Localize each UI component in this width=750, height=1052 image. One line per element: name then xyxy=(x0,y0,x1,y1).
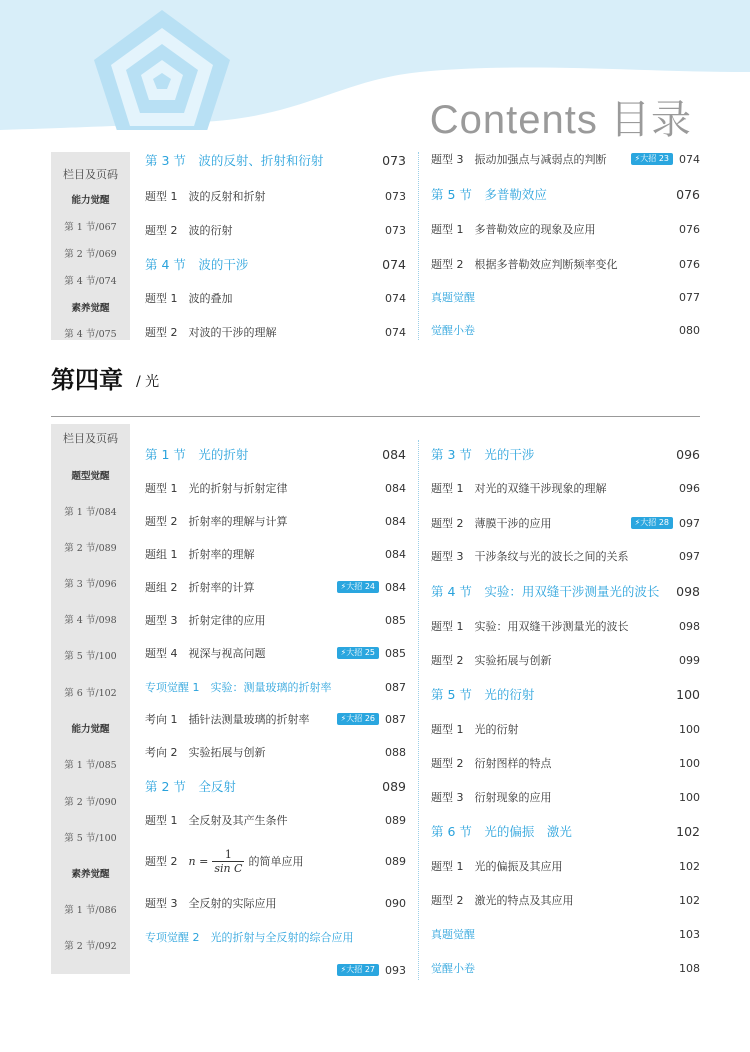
page-number xyxy=(385,479,406,497)
section-entry[interactable] xyxy=(431,822,700,840)
page-number-text: 100 xyxy=(679,790,700,804)
page-number xyxy=(676,582,700,600)
page-number xyxy=(385,221,406,239)
page-number-text: 073 xyxy=(382,152,406,168)
badge-dazhao: ⚡大招 24 xyxy=(337,581,379,593)
section-entry[interactable] xyxy=(145,777,406,795)
toc-entry[interactable] xyxy=(431,720,700,738)
chapter-title: 第四章 xyxy=(51,365,123,394)
page-number xyxy=(679,720,700,738)
entry-label: 题型 1 对光的双缝干涉现象的理解 xyxy=(431,482,607,495)
page-number-text: 074 xyxy=(679,152,700,166)
entry-label: 真题觉醒 xyxy=(431,928,475,941)
contents-title: Contents 目录 xyxy=(429,98,692,142)
page-number-text: 074 xyxy=(382,256,406,272)
page-number xyxy=(382,445,406,463)
column-divider-bottom xyxy=(418,440,419,980)
page-number xyxy=(679,788,700,806)
entry-label: 题型 2 衍射图样的特点 xyxy=(431,757,552,770)
entry-label: 觉醒小卷 xyxy=(431,962,475,975)
page-number xyxy=(337,961,406,979)
page-number-text: 097 xyxy=(679,516,700,530)
entry-label: 题型 1 实验：用双缝干涉测量光的波长 xyxy=(431,620,629,633)
page-number-text: 080 xyxy=(679,323,700,337)
toc-entry[interactable] xyxy=(145,611,406,629)
page-number xyxy=(679,857,700,875)
sidebar-item: 第 6 节/102 xyxy=(64,688,117,699)
sidebar-item: 第 5 节/100 xyxy=(64,833,117,844)
toc-entry[interactable] xyxy=(431,220,700,238)
formula-lhs: n = xyxy=(188,854,209,868)
page-number-text: 102 xyxy=(679,859,700,873)
page-number-text: 076 xyxy=(679,257,700,271)
entry-label: 第 3 节 光的干涉 xyxy=(431,447,535,462)
entry-label: 题型 2 折射率的理解与计算 xyxy=(145,515,288,528)
page-number-text: 085 xyxy=(385,613,406,627)
entry-label: 题型 3 全反射的实际应用 xyxy=(145,897,277,910)
sidebar-title: 栏目及页码 xyxy=(63,168,118,181)
entry-label: 题型 1 光的折射与折射定律 xyxy=(145,482,288,495)
page-number-text: 093 xyxy=(385,963,406,977)
page-number xyxy=(385,846,406,876)
entry-label: 题型 3 振动加强点与减弱点的判断 xyxy=(431,153,607,166)
page-number-text: 084 xyxy=(385,547,406,561)
column-divider-top xyxy=(418,152,419,340)
page-number-text: 099 xyxy=(679,653,700,667)
entry-label: 第 5 节 多普勒效应 xyxy=(431,187,547,202)
page-number-text: 097 xyxy=(679,549,700,563)
toc-entry[interactable] xyxy=(431,255,700,273)
page-number-text: 100 xyxy=(676,686,700,702)
page-number xyxy=(385,894,406,912)
toc-entry[interactable] xyxy=(145,678,406,696)
entry-label: 题型 1 全反射及其产生条件 xyxy=(145,814,288,827)
page-number-text: 076 xyxy=(676,186,700,202)
entry-label: 第 5 节 光的衍射 xyxy=(431,687,535,702)
page-number-text: 088 xyxy=(385,745,406,759)
page-number xyxy=(679,479,700,497)
page-number xyxy=(385,743,406,761)
page-number xyxy=(676,445,700,463)
page-number-text: 102 xyxy=(676,823,700,839)
page-number-text: 073 xyxy=(385,223,406,237)
toc-entry[interactable] xyxy=(431,547,700,565)
page-number-text: 085 xyxy=(385,646,406,660)
page-number-text: 108 xyxy=(679,961,700,975)
entry-label: 考向 1 插针法测量玻璃的折射率 xyxy=(145,713,310,726)
entry-label: 题型 2 实验拓展与创新 xyxy=(431,654,552,667)
toc-entry[interactable] xyxy=(145,187,406,205)
page-number-text: 090 xyxy=(385,896,406,910)
entry-label: 题型 3 折射定律的应用 xyxy=(145,614,266,627)
page-number-text: 084 xyxy=(385,481,406,495)
entry-label-suffix: 的简单应用 xyxy=(248,855,304,868)
page-number xyxy=(382,151,406,169)
toc-entry[interactable] xyxy=(431,788,700,806)
sidebar-item: 素养觉醒 xyxy=(71,303,110,314)
sidebar-item: 题型觉醒 xyxy=(71,471,110,482)
formula-denominator: sin C xyxy=(214,861,243,875)
page-number xyxy=(385,512,406,530)
entry-label: 第 4 节 实验：用双缝干涉测量光的波长 xyxy=(431,584,660,599)
page-number xyxy=(679,925,700,943)
page-number xyxy=(679,547,700,565)
toc-entry[interactable] xyxy=(431,150,700,168)
entry-label-prefix: 题型 2 xyxy=(145,855,189,868)
page-number-text: 089 xyxy=(382,778,406,794)
entry-label: 觉醒小卷 xyxy=(431,324,475,337)
page-number xyxy=(337,578,406,596)
entry-label xyxy=(145,848,303,875)
sidebar-item: 第 5 节/100 xyxy=(64,651,117,662)
toc-entry[interactable] xyxy=(145,578,406,596)
sidebar-item: 第 1 节/067 xyxy=(64,222,117,233)
toc-entry[interactable] xyxy=(145,221,406,239)
toc-entry[interactable] xyxy=(145,545,406,563)
sidebar-top xyxy=(51,152,130,340)
page-number xyxy=(679,617,700,635)
toc-entry[interactable] xyxy=(431,617,700,635)
page-number xyxy=(676,185,700,203)
entry-label: 题型 3 干涉条纹与光的波长之间的关系 xyxy=(431,550,629,563)
page-number-text: 096 xyxy=(679,481,700,495)
page-number xyxy=(385,323,406,341)
sidebar-item: 第 1 节/085 xyxy=(64,760,117,771)
badge-dazhao: ⚡大招 27 xyxy=(337,964,379,976)
page-number-text: 089 xyxy=(385,854,406,868)
page-number xyxy=(385,187,406,205)
sidebar-item: 第 2 节/089 xyxy=(64,543,117,554)
page-number-text: 096 xyxy=(676,446,700,462)
page-number-text: 073 xyxy=(385,189,406,203)
toc-entry[interactable] xyxy=(145,323,406,341)
toc-entry[interactable] xyxy=(431,479,700,497)
toc-entry[interactable] xyxy=(431,651,700,669)
page-number xyxy=(382,777,406,795)
page-number xyxy=(385,678,406,696)
section-entry[interactable] xyxy=(145,255,406,273)
entry-label: 题型 2 波的衍射 xyxy=(145,224,233,237)
toc-entry[interactable] xyxy=(431,891,700,909)
badge-dazhao: ⚡大招 25 xyxy=(337,647,379,659)
page-number-text: 100 xyxy=(679,722,700,736)
page-number xyxy=(385,545,406,563)
page-number-text: 087 xyxy=(385,680,406,694)
entry-label: 题型 3 衍射现象的应用 xyxy=(431,791,552,804)
sidebar-item: 第 4 节/075 xyxy=(64,329,117,340)
sidebar-item: 第 4 节/074 xyxy=(64,276,117,287)
sidebar-item: 能力觉醒 xyxy=(71,724,110,735)
toc-entry[interactable] xyxy=(145,479,406,497)
entry-label: 专项觉醒 2 光的折射与全反射的综合应用 xyxy=(145,931,354,944)
section-entry[interactable] xyxy=(431,582,700,600)
toc-entry[interactable] xyxy=(145,928,406,946)
sidebar-bottom xyxy=(51,424,130,974)
page-number-text: 098 xyxy=(679,619,700,633)
toc-entry[interactable] xyxy=(145,512,406,530)
entry-label: 题型 1 多普勒效应的现象及应用 xyxy=(431,223,596,236)
page-number xyxy=(676,822,700,840)
formula-fraction xyxy=(212,848,244,875)
entry-label: 第 4 节 波的干涉 xyxy=(145,257,249,272)
section-entry[interactable] xyxy=(145,445,406,463)
toc-entry[interactable] xyxy=(431,754,700,772)
toc-entry[interactable] xyxy=(145,894,406,912)
page-number-text: 074 xyxy=(385,325,406,339)
sidebar-item: 第 2 节/092 xyxy=(64,941,117,952)
page-number-text: 074 xyxy=(385,291,406,305)
entry-label: 题型 2 激光的特点及其应用 xyxy=(431,894,574,907)
page-number xyxy=(679,288,700,306)
entry-label: 题型 4 视深与视高问题 xyxy=(145,647,266,660)
badge-dazhao: ⚡大招 23 xyxy=(631,153,673,165)
entry-label: 题型 1 光的衍射 xyxy=(431,723,519,736)
toc-entry[interactable] xyxy=(145,811,406,829)
page-number xyxy=(679,220,700,238)
page-number-text: 100 xyxy=(679,756,700,770)
entry-label: 真题觉醒 xyxy=(431,291,475,304)
formula-numerator: 1 xyxy=(224,847,232,861)
entry-label: 第 6 节 光的偏振 激光 xyxy=(431,824,572,839)
section-entry[interactable] xyxy=(431,445,700,463)
page-number xyxy=(679,321,700,339)
toc-entry[interactable] xyxy=(431,857,700,875)
badge-dazhao: ⚡大招 28 xyxy=(631,517,673,529)
chapter-subtitle: / 光 xyxy=(136,374,160,390)
sidebar-item: 第 2 节/090 xyxy=(64,797,117,808)
entry-label: 题型 2 根据多普勒效应判断频率变化 xyxy=(431,258,618,271)
entry-label: 专项觉醒 1 实验：测量玻璃的折射率 xyxy=(145,681,332,694)
page-number-text: 084 xyxy=(385,514,406,528)
toc-entry[interactable] xyxy=(145,644,406,662)
toc-entry[interactable] xyxy=(145,710,406,728)
page-number-text: 087 xyxy=(385,712,406,726)
page-number xyxy=(337,710,406,728)
chapter-rule xyxy=(51,416,700,417)
sidebar-item: 第 3 节/096 xyxy=(64,579,117,590)
badge-dazhao: ⚡大招 26 xyxy=(337,713,379,725)
page-number xyxy=(385,811,406,829)
sidebar-item: 第 2 节/069 xyxy=(64,249,117,260)
sidebar-item: 第 1 节/084 xyxy=(64,507,117,518)
sidebar-item: 能力觉醒 xyxy=(71,195,110,206)
toc-entry[interactable] xyxy=(431,959,700,977)
sidebar-item: 第 1 节/086 xyxy=(64,905,117,916)
entry-label: 第 1 节 光的折射 xyxy=(145,447,249,462)
section-entry[interactable] xyxy=(431,685,700,703)
toc-entry[interactable] xyxy=(431,321,700,339)
page-number-text: 089 xyxy=(385,813,406,827)
entry-label: 题型 1 波的叠加 xyxy=(145,292,233,305)
page-number xyxy=(679,754,700,772)
page-number-text: 098 xyxy=(676,583,700,599)
page-number xyxy=(337,644,406,662)
page-number xyxy=(385,611,406,629)
page-number xyxy=(382,255,406,273)
page-number xyxy=(679,255,700,273)
page-number xyxy=(631,150,700,168)
toc-entry[interactable] xyxy=(145,289,406,307)
page-number xyxy=(631,514,700,532)
toc-entry[interactable] xyxy=(145,961,406,979)
section-entry[interactable] xyxy=(431,185,700,203)
sidebar-item: 素养觉醒 xyxy=(71,869,110,880)
page-number xyxy=(679,651,700,669)
entry-label: 第 2 节 全反射 xyxy=(145,779,236,794)
toc-entry[interactable] xyxy=(431,925,700,943)
section-entry[interactable] xyxy=(145,151,406,169)
page-number xyxy=(679,891,700,909)
page-number-text: 084 xyxy=(382,446,406,462)
page-number-text: 076 xyxy=(679,222,700,236)
sidebar-item: 第 4 节/098 xyxy=(64,615,117,626)
page-number-text: 084 xyxy=(385,580,406,594)
toc-entry[interactable] xyxy=(431,514,700,532)
page-number xyxy=(385,289,406,307)
page-number-text: 103 xyxy=(679,927,700,941)
page-number xyxy=(679,959,700,977)
toc-entry[interactable] xyxy=(431,288,700,306)
entry-label: 题型 2 薄膜干涉的应用 xyxy=(431,517,552,530)
entry-label: 题型 2 对波的干涉的理解 xyxy=(145,326,277,339)
entry-label: 考向 2 实验拓展与创新 xyxy=(145,746,266,759)
page-number xyxy=(676,685,700,703)
page-number-text: 077 xyxy=(679,290,700,304)
entry-label: 题组 1 折射率的理解 xyxy=(145,548,255,561)
entry-label: 第 3 节 波的反射、折射和衍射 xyxy=(145,153,324,168)
entry-label: 题型 1 波的反射和折射 xyxy=(145,190,266,203)
toc-entry[interactable] xyxy=(145,743,406,761)
entry-label: 题组 2 折射率的计算 xyxy=(145,581,255,594)
sidebar-title: 栏目及页码 xyxy=(63,432,118,445)
toc-entry[interactable] xyxy=(145,846,406,876)
page-number-text: 102 xyxy=(679,893,700,907)
entry-label: 题型 1 光的偏振及其应用 xyxy=(431,860,563,873)
